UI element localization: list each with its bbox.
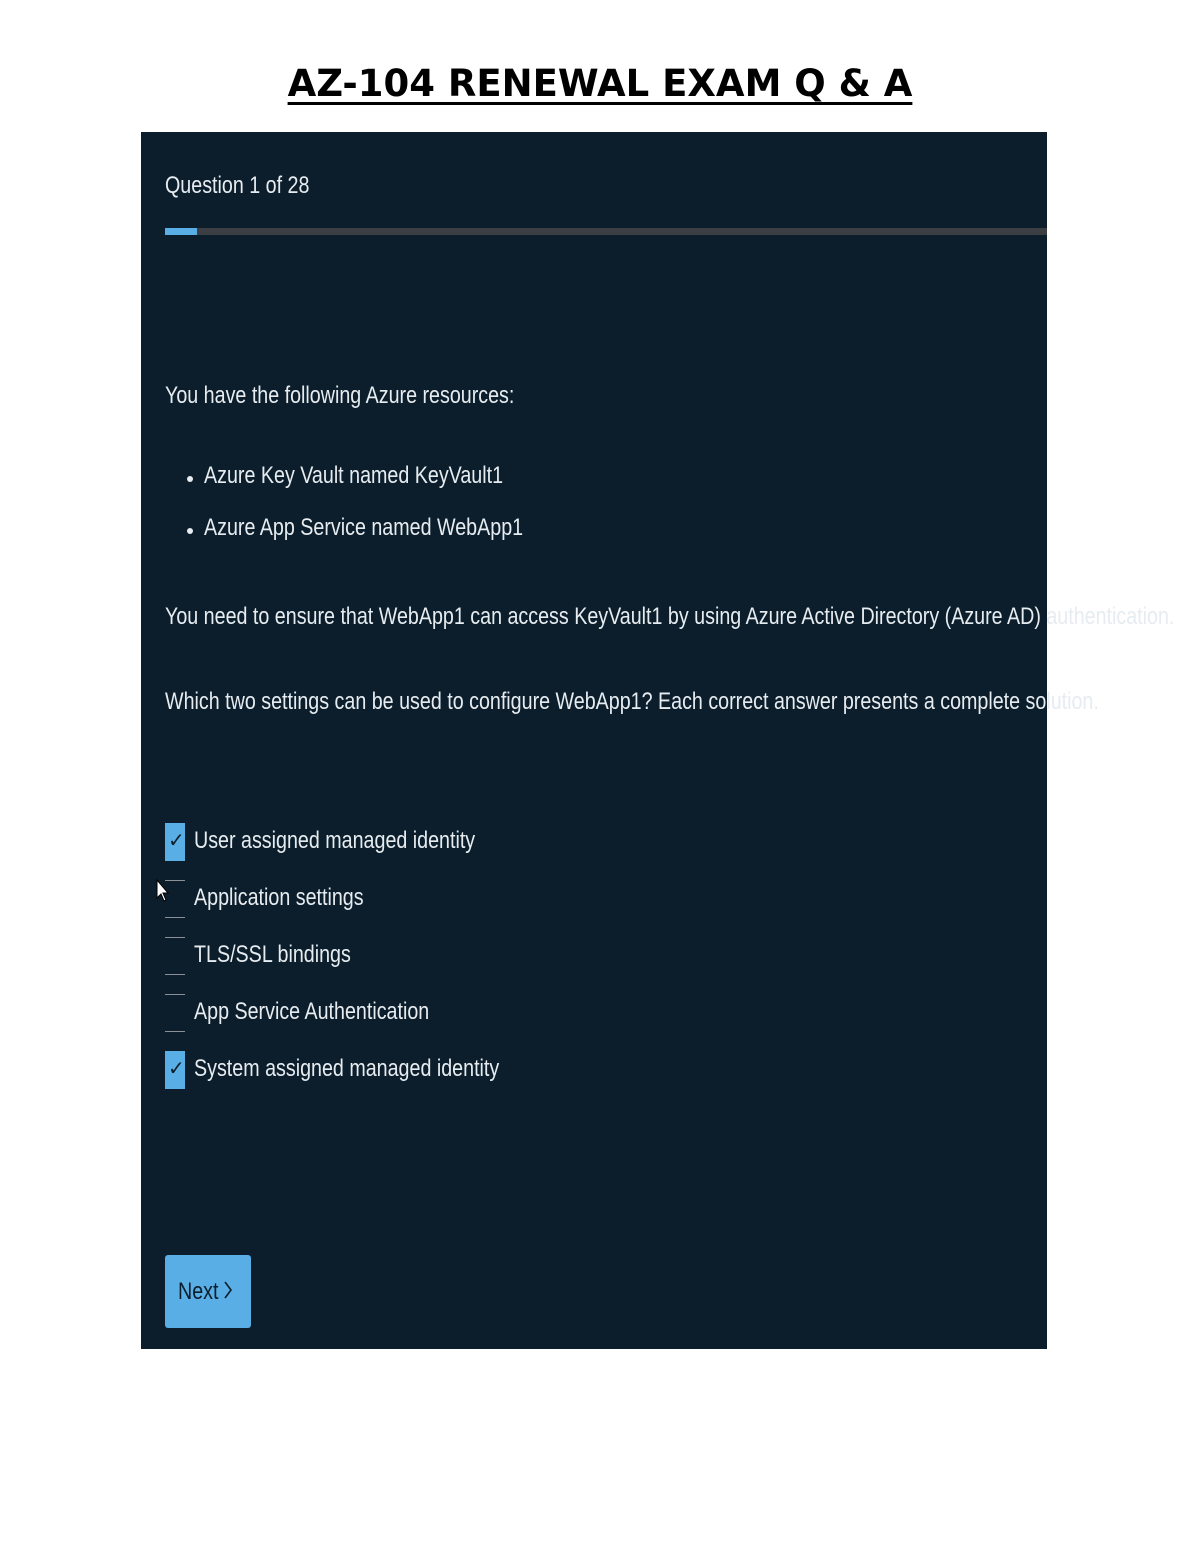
- option-user-assigned-managed-identity[interactable]: [165, 823, 765, 863]
- option-application-settings[interactable]: [165, 880, 765, 920]
- option-checkbox[interactable]: [165, 1051, 185, 1089]
- resource-label: Azure Key Vault named KeyVault1: [204, 462, 504, 489]
- question-requirement: You need to ensure that WebApp1 can access KeyVault1 by using Azure Active Directory (Azure AD) authentication.: [165, 603, 1175, 630]
- resource-label: Azure App Service named WebApp1: [204, 514, 524, 541]
- question-counter: Question 1 of 28: [165, 172, 310, 199]
- option-checkbox[interactable]: [165, 994, 185, 1032]
- checkmark-icon: ✓: [168, 1056, 185, 1080]
- option-label: System assigned managed identity: [194, 1055, 500, 1082]
- next-button-label: Next: [178, 1278, 219, 1305]
- bullet-icon: [187, 476, 193, 482]
- option-label: User assigned managed identity: [194, 827, 476, 854]
- document-title: [0, 62, 1200, 105]
- question-prompt: Which two settings can be used to configure WebApp1? Each correct answer presents a complete solution.: [165, 688, 1099, 715]
- option-label: TLS/SSL bindings: [194, 941, 351, 968]
- option-tls-ssl-bindings[interactable]: [165, 937, 765, 977]
- option-checkbox[interactable]: [165, 823, 185, 861]
- progress-bar-fill: [165, 228, 197, 235]
- document-title-text: AZ-104 RENEWAL EXAM Q & A: [287, 62, 913, 105]
- option-system-assigned-managed-identity[interactable]: [165, 1051, 765, 1091]
- checkmark-icon: ✓: [168, 828, 185, 852]
- progress-bar: [165, 228, 1047, 235]
- option-label: Application settings: [194, 884, 364, 911]
- bullet-icon: [187, 528, 193, 534]
- option-app-service-authentication[interactable]: [165, 994, 765, 1034]
- next-button[interactable]: [165, 1255, 251, 1328]
- mouse-cursor-icon: [156, 879, 170, 903]
- chevron-right-icon: [223, 1279, 233, 1301]
- option-checkbox[interactable]: [165, 937, 185, 975]
- question-intro: You have the following Azure resources:: [165, 382, 515, 409]
- option-label: App Service Authentication: [194, 998, 430, 1025]
- quiz-panel: [141, 132, 1175, 1349]
